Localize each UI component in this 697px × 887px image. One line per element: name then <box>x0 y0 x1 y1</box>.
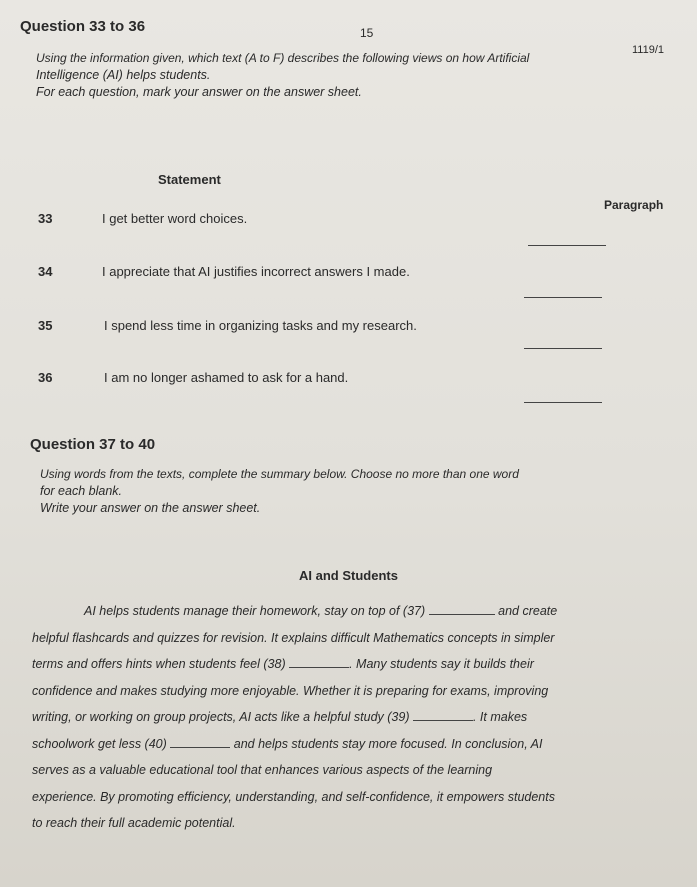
summary-line: confidence and makes studying more enjoyable. Whether it is preparing for exams, improving <box>32 683 549 698</box>
summary-text-part: . It makes <box>472 710 528 724</box>
summary-text-part: terms and offers hints when students feel (38) <box>32 657 286 671</box>
summary-line <box>32 598 692 625</box>
blank-39 <box>413 708 473 721</box>
item-number-33: 33 <box>38 211 53 226</box>
blank-37 <box>429 602 495 615</box>
instructions-line: Write your answer on the answer sheet. <box>40 501 261 515</box>
item-number-34: 34 <box>38 264 53 279</box>
instructions-line: for each blank. <box>40 484 122 498</box>
summary-title: AI and Students <box>299 568 398 583</box>
summary-text-part: . Many students say it builds their <box>349 657 534 671</box>
summary-text-part: schoolwork get less (40) <box>32 736 167 751</box>
answer-blank-36 <box>524 402 602 403</box>
summary-text-part: AI helps students manage their homework, stay on top of (37) <box>84 604 426 618</box>
summary-line: serves as a valuable educational tool that enhances various aspects of the learning <box>32 763 493 777</box>
instructions-line: Intelligence (AI) helps students. <box>36 68 211 82</box>
summary-line <box>32 704 692 731</box>
item-statement-35: I spend less time in organizing tasks and my research. <box>104 318 417 333</box>
item-number-35: 35 <box>38 318 53 333</box>
question-range-heading: Question 33 to 36 <box>20 18 146 35</box>
instructions-2 <box>40 466 690 517</box>
summary-line: experience. By promoting efficiency, understanding, and self-confidence, it empowers students <box>32 789 555 804</box>
instructions-line: Using words from the texts, complete the summary below. Choose no more than one word <box>40 467 519 481</box>
item-statement-36: I am no longer ashamed to ask for a hand. <box>104 370 349 385</box>
summary-text <box>32 598 692 837</box>
item-statement-33: I get better word choices. <box>102 211 248 226</box>
paragraph-header: Paragraph <box>604 198 664 212</box>
exam-code: 1119/1 <box>632 44 665 56</box>
instructions-1 <box>36 50 686 101</box>
instructions-line: For each question, mark your answer on the answer sheet. <box>36 85 362 99</box>
summary-line: to reach their full academic potential. <box>32 816 236 830</box>
summary-line: helpful flashcards and quizzes for revision. It explains difficult Mathematics concepts in simpler <box>32 630 555 645</box>
summary-line <box>32 651 692 678</box>
summary-text-part: and create <box>498 604 558 618</box>
answer-blank-34 <box>524 297 602 298</box>
instructions-line: Using the information given, which text (A to F) describes the following views on how Artificial <box>36 51 530 65</box>
answer-blank-35 <box>524 348 602 349</box>
summary-text-part: writing, or working on group projects, AI acts like a helpful study (39) <box>32 710 410 724</box>
item-number-36: 36 <box>38 370 53 385</box>
answer-blank-33 <box>528 245 606 246</box>
summary-line <box>32 731 692 758</box>
summary-text-part: and helps students stay more focused. In conclusion, AI <box>233 736 543 751</box>
statement-header: Statement <box>158 172 221 187</box>
blank-38 <box>289 655 349 668</box>
item-statement-34: I appreciate that AI justifies incorrect answers I made. <box>102 264 410 279</box>
page-number: 15 <box>360 26 374 40</box>
blank-40 <box>170 735 230 748</box>
question-range-heading-2: Question 37 to 40 <box>30 436 156 453</box>
